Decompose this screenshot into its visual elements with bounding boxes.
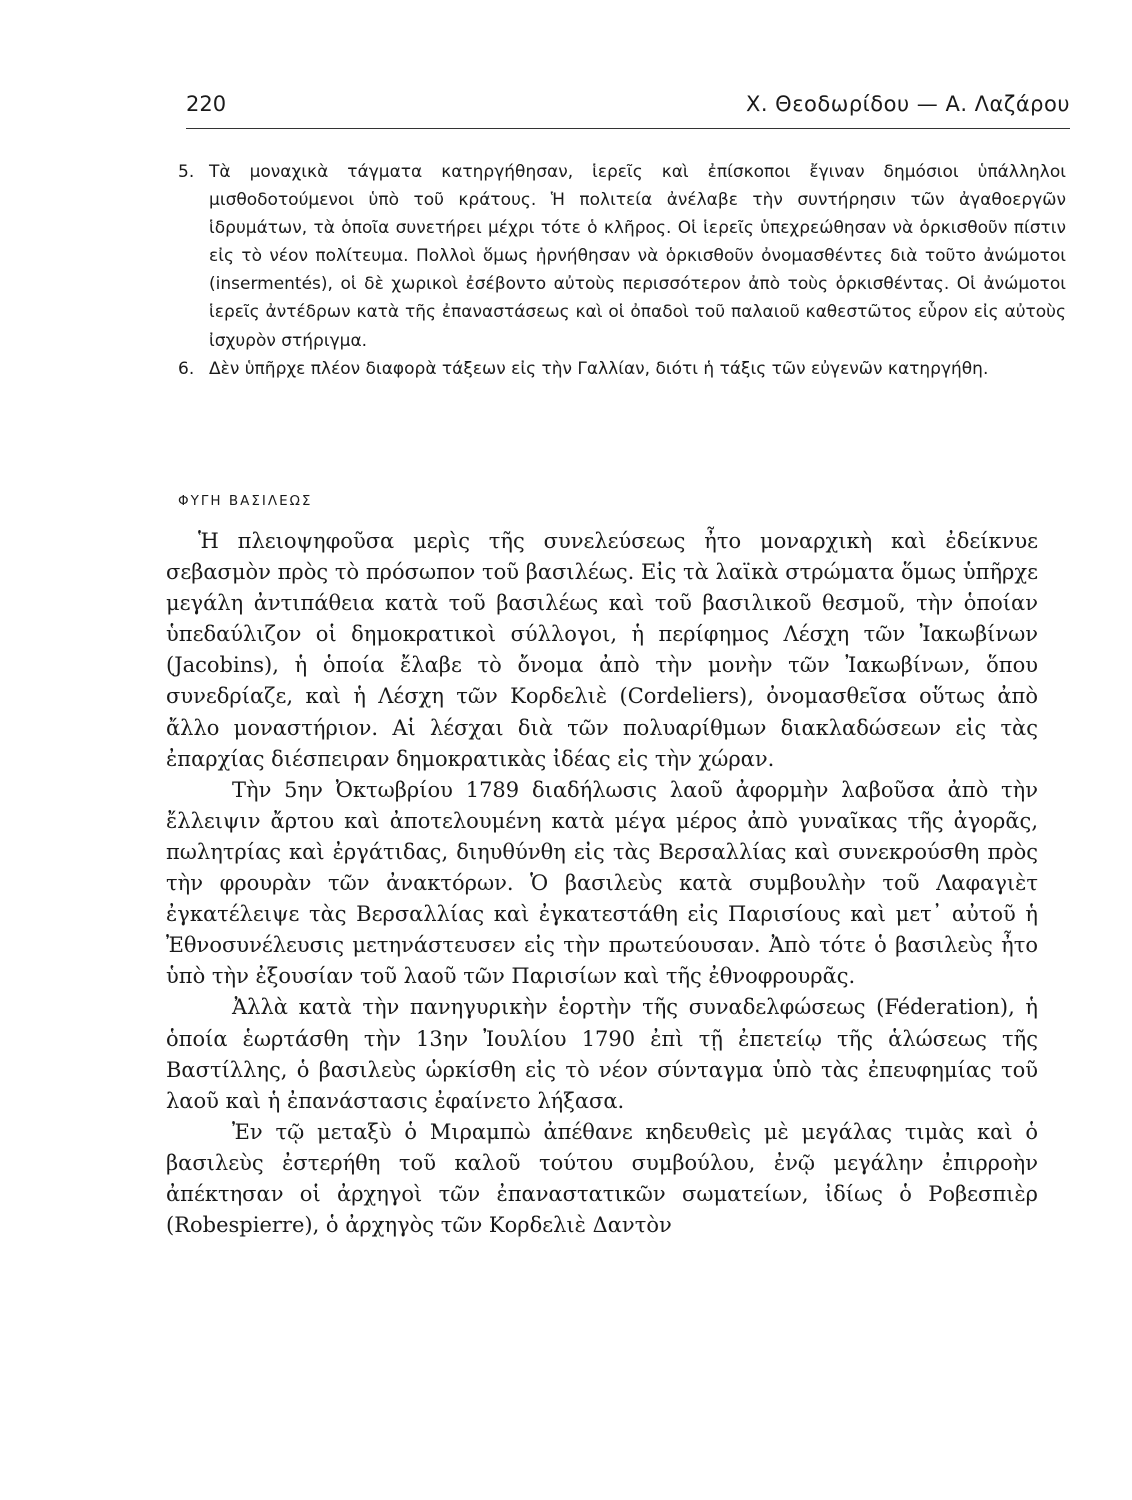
- running-head-authors: Χ. Θεοδωρίδου — Α. Λαζάρου: [745, 92, 1070, 116]
- notes-section: [178, 158, 1066, 383]
- page-number: 220: [186, 92, 227, 116]
- body-text: [166, 526, 1038, 1241]
- header-rule: [186, 128, 1070, 129]
- note-text: Τὰ μοναχικὰ τάγματα κατηργήθησαν, ἱερεῖς καὶ ἐπίσκοποι ἔγιναν δημόσιοι ὑπάλληλοι μισθοδοτούμενοι ὑπὸ τοῦ κράτους. Ἡ πολιτεία ἀνέλαβε τὴν συντήρησιν τῶν ἀγαθοεργῶν ἱδρυμάτων, τὰ ὁποῖα συνετήρει μέχρι τότε ὁ κλῆρος. Οἱ ἱερεῖς ὑπεχρεώθησαν νὰ ὁρκισθοῦν πίστιν εἰς τὸ νέον πολίτευμα. Πολλοὶ ὅμως ἠρνήθησαν νὰ ὁρκισθοῦν ὀνομασθέντες διὰ τοῦτο ἀνώμοτοι (insermentés), οἱ δὲ χωρικοὶ ἐσέβοντο αὐτοὺς περισσότερον ἀπὸ τοὺς ὁρκισθέντας. Οἱ ἀνώμοτοι ἱερεῖς ἀντέδρων κατὰ τῆς ἐπαναστάσεως καὶ οἱ ὀπαδοὶ τοῦ παλαιοῦ καθεστῶτος εὗρον εἰς αὐτοὺς ἰσχυρὸν στήριγμα.: [209, 162, 1066, 351]
- running-head: [186, 92, 1070, 128]
- note-item: [178, 355, 1066, 383]
- note-number: 6.: [178, 358, 195, 379]
- note-number: 5.: [178, 162, 195, 182]
- paragraph: Ἡ πλειοψηφοῦσα μερὶς τῆς συνελεύσεως ἦτο μοναρχικὴ καὶ ἐδείκνυε σεβασμὸν πρὸς τὸ πρόσωπον τοῦ βασιλέως. Εἰς τὰ λαϊκὰ στρώματα ὅμως ὑπῆρχε μεγάλη ἀντιπάθεια κατὰ τοῦ βασιλέως καὶ τοῦ βασιλικοῦ θεσμοῦ, τὴν ὁποίαν ὑπεδαύλιζον οἱ δημοκρατικοὶ σύλλογοι, ἡ περίφημος Λέσχη τῶν Ἰακωβίνων (Jacobins), ἡ ὁποία ἔλαβε τὸ ὄνομα ἀπὸ τὴν μονὴν τῶν Ἰακωβίνων, ὅπου συνεδρίαζε, καὶ ἡ Λέσχη τῶν Κορδελιὲ (Cordeliers), ὀνομασθεῖσα οὕτως ἀπὸ ἄλλο μοναστήριον. Αἱ λέσχαι διὰ τῶν πολυαρίθμων διακλαδώσεων εἰς τὰς ἐπαρχίας διέσπειραν δημοκρατικὰς ἰδέας εἰς τὴν χώραν.: [166, 529, 1038, 771]
- paragraph: Ἀλλὰ κατὰ τὴν πανηγυρικὴν ἑορτὴν τῆς συναδελφώσεως (Féderation), ἡ ὁποία ἑωρτάσθη τὴν 13ην Ἰουλίου 1790 ἐπὶ τῇ ἐπετείῳ τῆς ἁλώσεως τῆς Βαστίλλης, ὁ βασιλεὺς ὡρκίσθη εἰς τὸ νέον σύνταγμα ὑπὸ τὰς ἐπευφημίας τοῦ λαοῦ καὶ ἡ ἐπανάστασις ἐφαίνετο λήξασα.: [166, 995, 1038, 1113]
- paragraph: Ἐν τῷ μεταξὺ ὁ Μιραμπὼ ἀπέθανε κηδευθεὶς μὲ μεγάλας τιμὰς καὶ ὁ βασιλεὺς ἐστερήθη τοῦ καλοῦ τούτου συμβούλου, ἐνῷ μεγάλην ἐπιρροὴν ἀπέκτησαν οἱ ἀρχηγοὶ τῶν ἐπαναστατικῶν σωματείων, ἰδίως ὁ Ροβεσπιὲρ (Robespierre), ὁ ἀρχηγὸς τῶν Κορδελιὲ Δαντὸν: [166, 1119, 1038, 1238]
- note-item: [178, 158, 1066, 355]
- note-text: Δὲν ὑπῆρχε πλέον διαφορὰ τάξεων εἰς τὴν Γαλλίαν, διότι ἡ τάξις τῶν εὐγενῶν κατηργήθη.: [209, 358, 989, 379]
- section-heading: ΦΥΓΗ ΒΑΣΙΛΕΩΣ: [178, 493, 313, 509]
- paragraph: Τὴν 5ην Ὀκτωβρίου 1789 διαδήλωσις λαοῦ ἀφορμὴν λαβοῦσα ἀπὸ τὴν ἔλλειψιν ἄρτου καὶ ἀποτελουμένη κατὰ μέγα μέρος ἀπὸ γυναῖκας τῆς ἀγορᾶς, πωλητρίας καὶ ἐργάτιδας, διηυθύνθη εἰς τὰς Βερσαλλίας καὶ συνεκρούσθη πρὸς τὴν φρουρὰν τῶν ἀνακτόρων. Ὁ βασιλεὺς κατὰ συμβουλὴν τοῦ Λαφαγιὲτ ἐγκατέλειψε τὰς Βερσαλλίας καὶ ἐγκατεστάθη εἰς Παρισίους καὶ μετ᾽ αὐτοῦ ἡ Ἐθνοσυνέλευσις μετηνάστευσεν εἰς τὴν πρωτεύουσαν. Ἀπὸ τότε ὁ βασιλεὺς ἦτο ὑπὸ τὴν ἐξουσίαν τοῦ λαοῦ τῶν Παρισίων καὶ τῆς ἐθνοφρουρᾶς.: [166, 777, 1038, 989]
